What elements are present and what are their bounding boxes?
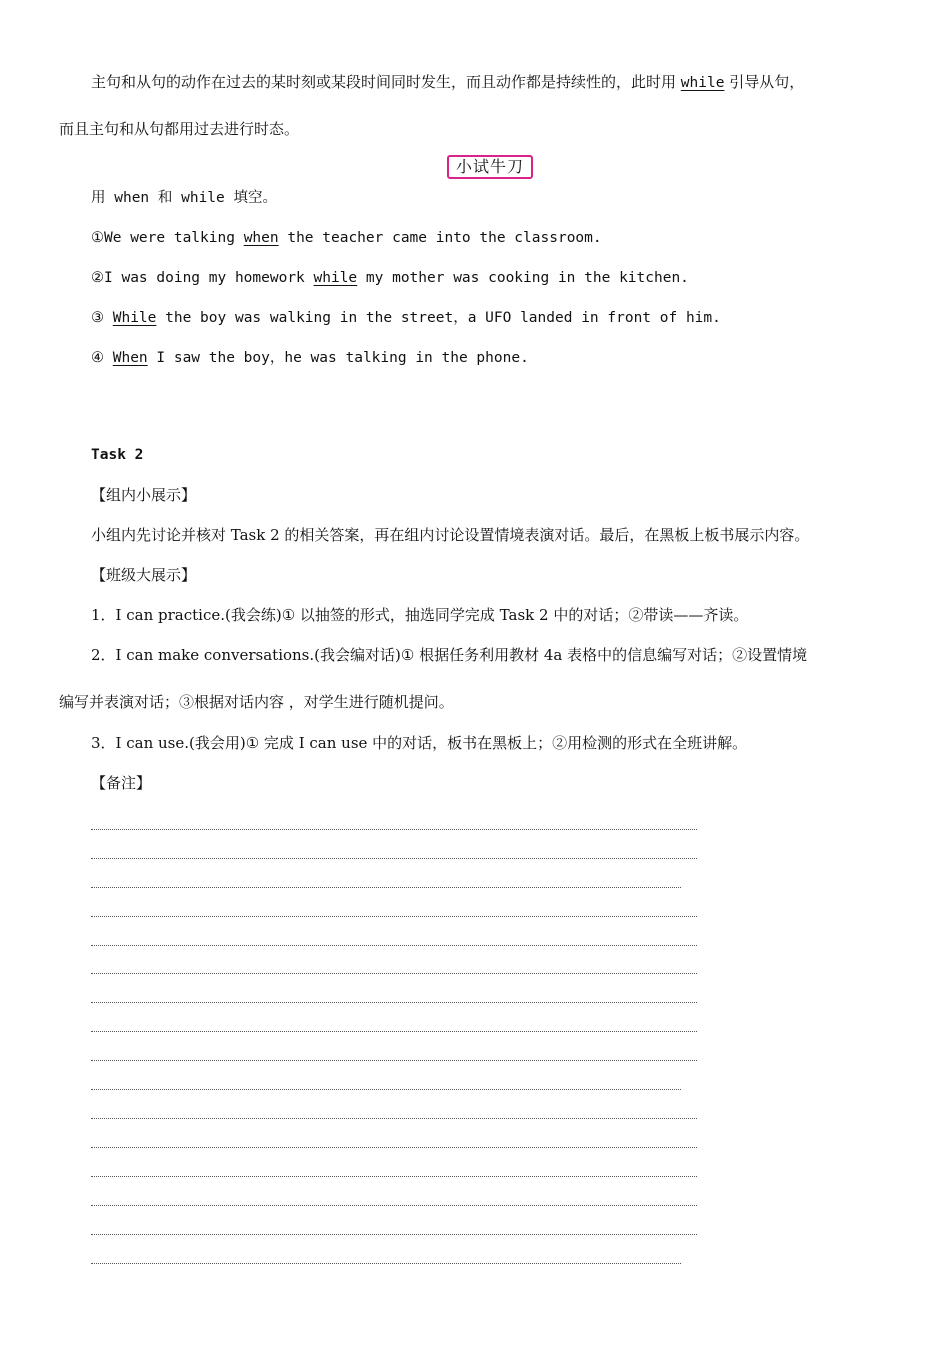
practice-item-4 bbox=[91, 348, 529, 368]
intro-line-1 bbox=[91, 72, 804, 93]
item-text-after: my mother was cooking in the kitchen. bbox=[357, 270, 689, 286]
intro-text-after: 引导从句， bbox=[724, 73, 805, 91]
item-answer: while bbox=[313, 270, 358, 286]
class-item-3: 3．I can use.(我会用)① 完成 I can use 中的对话，板书在黑板上；②用检测的形式在全班讲解。 bbox=[91, 734, 748, 752]
note-line bbox=[91, 1263, 681, 1264]
note-line bbox=[91, 829, 697, 830]
item-text-after: the boy was walking in the street，a UFO landed in front of him. bbox=[156, 310, 721, 326]
item-number: ① bbox=[91, 230, 104, 246]
class-show-heading: 【班级大展示】 bbox=[91, 566, 197, 584]
class-item-2-line-1: 2．I can make conversations.(我会编对话)① 根据任务利用教材 4a 表格中的信息编写对话；②设置情境 bbox=[91, 646, 808, 664]
practice-item-2 bbox=[91, 268, 689, 288]
note-line bbox=[91, 1147, 697, 1148]
practice-item-3 bbox=[91, 308, 721, 328]
item-answer: When bbox=[112, 350, 148, 366]
note-line bbox=[91, 1031, 697, 1032]
item-number: ④ bbox=[91, 350, 113, 366]
practice-instruction: 用 when 和 while 填空。 bbox=[91, 190, 277, 206]
group-show-text: 小组内先讨论并核对 Task 2 的相关答案，再在组内讨论设置情境表演对话。最后，在黑板上板书展示内容。 bbox=[91, 526, 810, 544]
class-item-1: 1．I can practice.(我会练)① 以抽签的形式，抽选同学完成 Task 2 中的对话；②带读——齐读。 bbox=[91, 606, 749, 624]
item-number: ② bbox=[91, 270, 104, 286]
note-line bbox=[91, 1089, 681, 1090]
class-item-2-line-2: 编写并表演对话；③根据对话内容 ，对学生进行随机提问。 bbox=[59, 693, 454, 711]
note-line bbox=[91, 1118, 697, 1119]
note-line bbox=[91, 1060, 697, 1061]
item-text-before: We were talking bbox=[104, 230, 244, 246]
item-answer: when bbox=[243, 230, 279, 246]
item-answer: While bbox=[112, 310, 157, 326]
note-line bbox=[91, 916, 697, 917]
item-text-after: I saw the boy，he was talking in the phone. bbox=[147, 350, 529, 366]
item-number: ③ bbox=[91, 310, 113, 326]
task2-title: Task 2 bbox=[91, 447, 144, 463]
notes-heading: 【备注】 bbox=[91, 774, 152, 792]
practice-item-1 bbox=[91, 228, 602, 248]
note-line bbox=[91, 858, 697, 859]
note-line bbox=[91, 887, 681, 888]
note-line bbox=[91, 1205, 697, 1206]
note-line bbox=[91, 1234, 697, 1235]
note-line bbox=[91, 973, 697, 974]
intro-keyword-while: while bbox=[680, 75, 725, 91]
note-line bbox=[91, 1176, 697, 1177]
item-text-after: the teacher came into the classroom. bbox=[278, 230, 602, 246]
group-show-heading: 【组内小展示】 bbox=[91, 486, 197, 504]
note-line bbox=[91, 1002, 697, 1003]
item-text-before: I was doing my homework bbox=[104, 270, 314, 286]
practice-box-title: 小试牛刀 bbox=[447, 155, 533, 179]
intro-line-2: 而且主句和从句都用过去进行时态。 bbox=[59, 120, 300, 138]
note-line bbox=[91, 945, 697, 946]
intro-text-before: 主句和从句的动作在过去的某时刻或某段时间同时发生，而且动作都是持续性的，此时用 bbox=[91, 73, 681, 91]
